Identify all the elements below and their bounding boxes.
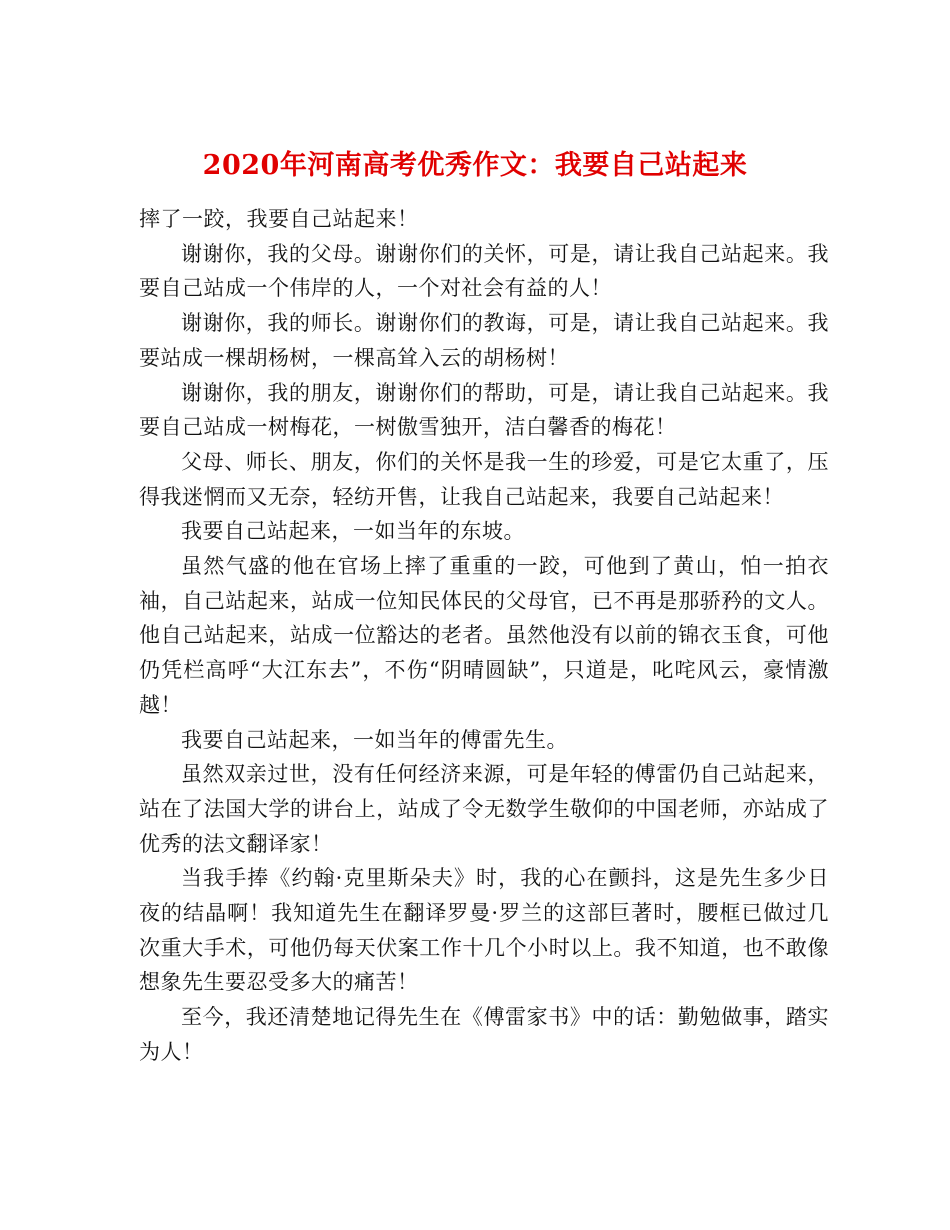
- paragraph-11: 至今，我还清楚地记得先生在《傅雷家书》中的话：勤勉做事，踏实为人！: [139, 1005, 829, 1064]
- paragraph-1: 摔了一跤，我要自己站起来！: [139, 207, 419, 231]
- paragraph-4: 谢谢你，我的朋友，谢谢你们的帮助，可是，请让我自己站起来。我要自己站成一树梅花，一树傲雪独开，洁白馨香的梅花！: [139, 380, 829, 440]
- paragraph-7: 虽然气盛的他在官场上摔了重重的一跤，可他到了黄山，怕一拍衣袖，自己站起来，站成一位知民体民的父母官，已不再是那骄矜的文人。他自己站起来，站成一位豁达的老者。虽然他没有以前的锦衣玉食，可他仍凭栏高呼“大江东去”，不伤“阴晴圆缺”，只道是，叱咤风云，豪情激越！: [139, 554, 829, 717]
- paragraph-9: 虽然双亲过世，没有任何经济来源，可是年轻的傅雷仍自己站起来，站在了法国大学的讲台上，站成了令无数学生敬仰的中国老师，亦站成了优秀的法文翻译家！: [139, 762, 829, 856]
- page-title: 2020年河南高考优秀作文：我要自己站起来: [202, 150, 748, 182]
- paragraph-10: 当我手捧《约翰·克里斯朵夫》时，我的心在颤抖，这是先生多少日夜的结晶啊！我知道先生在翻译罗曼·罗兰的这部巨著时，腰框已做过几次重大手术，可他仍每天伏案工作十几个小时以上。我不知道，也不敢像想象先生要忍受多大的痛苦！: [139, 866, 829, 995]
- article-body: [139, 202, 829, 1070]
- paragraph-2: 谢谢你，我的父母。谢谢你们的关怀，可是，请让我自己站起来。我要自己站成一个伟岸的人，一个对社会有益的人！: [139, 241, 829, 301]
- paragraph-5: 父母、师长、朋友，你们的关怀是我一生的珍爱，可是它太重了，压得我迷惘而又无奈，轻纺开售，让我自己站起来，我要自己站起来！: [139, 449, 829, 509]
- paragraph-8: 我要自己站起来，一如当年的傅雷先生。: [181, 727, 568, 752]
- paragraph-3: 谢谢你，我的师长。谢谢你们的教诲，可是，请让我自己站起来。我要站成一棵胡杨树，一棵高耸入云的胡杨树！: [139, 311, 829, 370]
- paragraph-6: 我要自己站起来，一如当年的东坡。: [181, 519, 525, 544]
